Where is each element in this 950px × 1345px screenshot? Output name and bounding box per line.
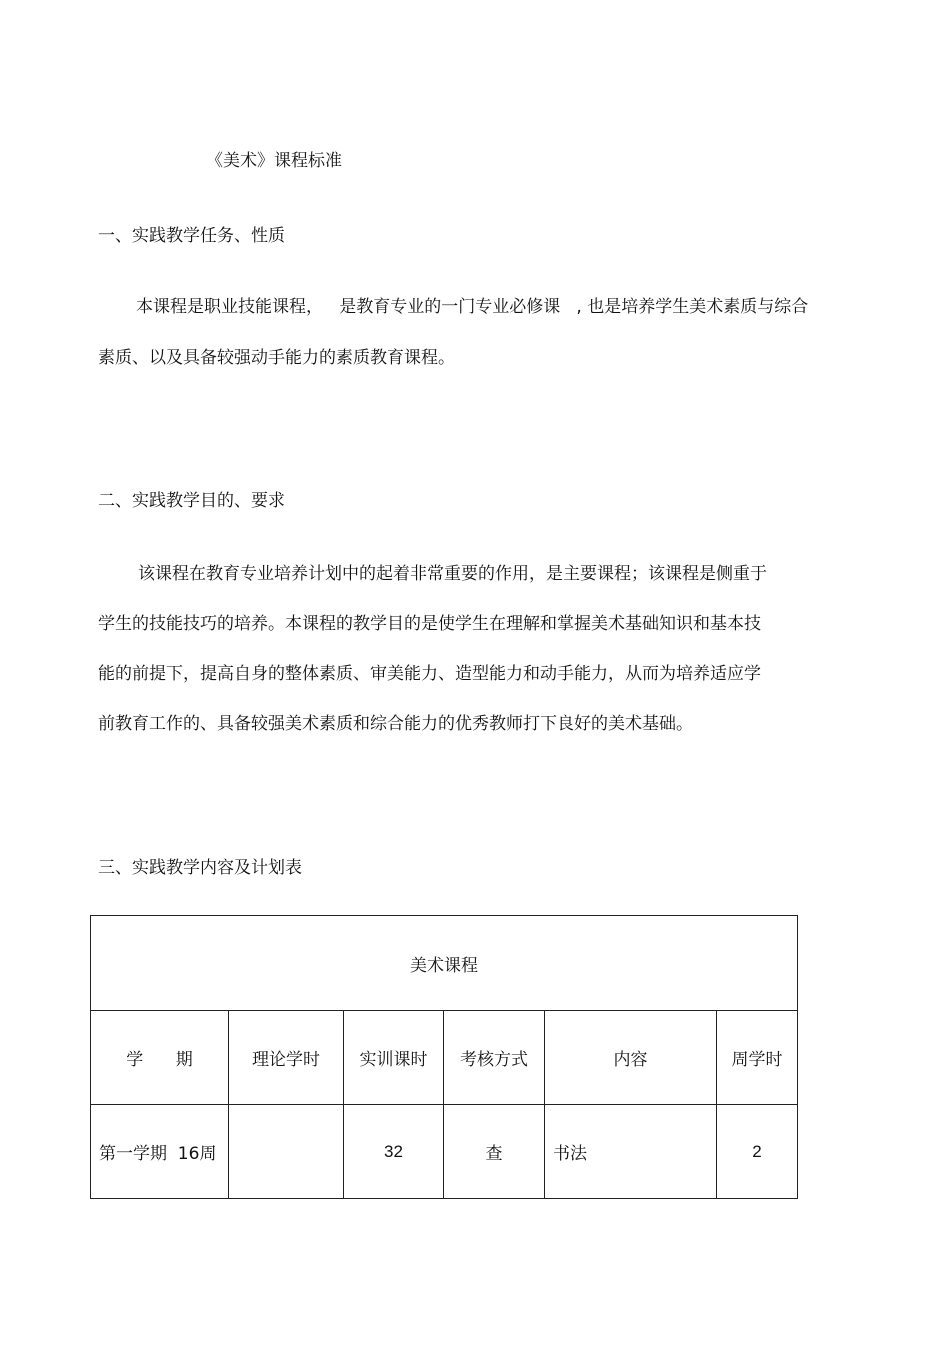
table-caption-row — [91, 916, 798, 1011]
cell-content: 书法 — [545, 1105, 717, 1199]
header-term: 学 期 — [91, 1011, 229, 1105]
paragraph-2-line-1: 该课程在教育专业培养计划中的起着非常重要的作用，是主要课程；该课程是侧重于 — [138, 564, 767, 584]
header-content: 内容 — [545, 1011, 717, 1105]
table-header-row — [91, 1011, 798, 1105]
paragraph-1-line-1: 本课程是职业技能课程， 是教育专业的一门专业必修课 , 也是培养学生美术素质与综合 — [136, 297, 809, 317]
course-plan-table — [90, 915, 798, 1199]
paragraph-2-line-3: 能的前提下，提高自身的整体素质、审美能力、造型能力和动手能力，从而为培养适应学 — [98, 664, 761, 684]
paragraph-2-line-4: 前教育工作的、具备较强美术素质和综合能力的优秀教师打下良好的美术基础。 — [98, 714, 693, 734]
cell-practice-hours: 32 — [344, 1105, 444, 1199]
header-practice-hours: 实训课时 — [344, 1011, 444, 1105]
paragraph-2-line-2: 学生的技能技巧的培养。本课程的教学目的是使学生在理解和掌握美术基础知识和基本技 — [98, 614, 761, 634]
section-heading-1: 一、实践教学任务、性质 — [98, 226, 285, 246]
header-assessment: 考核方式 — [444, 1011, 545, 1105]
header-theory-hours: 理论学时 — [229, 1011, 344, 1105]
header-weekly-hours: 周学时 — [717, 1011, 798, 1105]
table-row — [91, 1105, 798, 1199]
paragraph-1-line-2: 素质、以及具备较强动手能力的素质教育课程。 — [98, 348, 455, 368]
section-heading-2: 二、实践教学目的、要求 — [98, 491, 285, 511]
cell-weekly-hours: 2 — [717, 1105, 798, 1199]
document-title: 《美术》课程标准 — [206, 151, 342, 171]
table-caption: 美术课程 — [91, 916, 798, 1011]
cell-theory-hours — [229, 1105, 344, 1199]
section-heading-3: 三、实践教学内容及计划表 — [98, 858, 302, 878]
cell-term: 第一学期 16周 — [91, 1105, 229, 1199]
cell-assessment: 查 — [444, 1105, 545, 1199]
